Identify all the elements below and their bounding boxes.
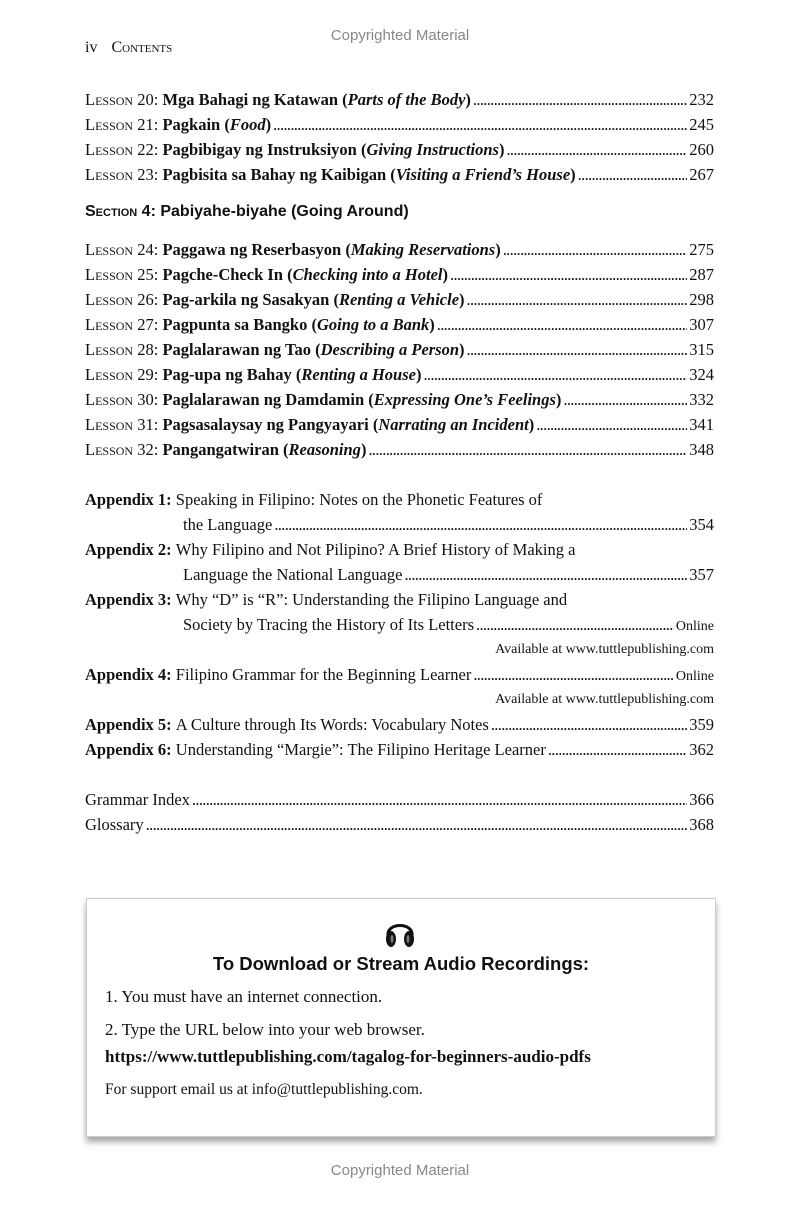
appendix-label: Appendix 1: [85, 490, 172, 509]
leader-dots [476, 612, 674, 637]
watermark-top: Copyrighted Material [330, 27, 470, 44]
entry-title: Glossary [85, 815, 144, 834]
leader-dots [548, 737, 687, 762]
lesson-number: 23 : [137, 162, 158, 187]
lesson-title: Pangangatwiran [162, 440, 279, 459]
lesson-list-b [85, 237, 714, 462]
leader-dots [146, 812, 688, 837]
lesson-title: Pagkain [162, 115, 221, 134]
leader-dots [491, 712, 687, 737]
appendix-title: Filipino Grammar for the Beginning Learner [175, 665, 472, 684]
toc-entry[interactable] [85, 812, 714, 837]
lesson-english-title: ( Describing a Person ) [315, 337, 464, 362]
lesson-english-title: ( Reasoning ) [283, 437, 366, 462]
toc-entry[interactable] [85, 262, 714, 287]
audio-heading: To Download or Stream Audio Recordings: [212, 953, 590, 974]
lesson-number: 26 : [137, 287, 158, 312]
leader-dots [467, 337, 688, 362]
leader-dots [467, 287, 688, 312]
toc-entry[interactable] [85, 337, 714, 362]
lesson-label: Lesson [85, 90, 134, 109]
lesson-english-title: ( Giving Instructions ) [361, 137, 505, 162]
audio-url-link[interactable]: https://www.tuttlepublishing.com/tagalog-for-beginners-audio-pdfs [105, 1047, 591, 1066]
toc-entry-continued[interactable] [85, 512, 714, 537]
leader-dots [423, 362, 687, 387]
toc-entry[interactable] [85, 387, 714, 412]
lesson-english-title: ( Renting a House ) [296, 362, 422, 387]
appendix-label: Appendix 3: [85, 590, 172, 609]
leader-dots [273, 112, 687, 137]
section-heading [85, 199, 714, 224]
section-title: Pabiyahe-biyahe (Going Around) [160, 203, 409, 220]
lesson-label: Lesson [85, 240, 134, 259]
lesson-title: Pagpunta sa Bangko [162, 315, 308, 334]
leader-dots [437, 312, 687, 337]
appendix-title-cont: the Language [183, 515, 273, 534]
lesson-title: Paggawa ng Reserbasyon [162, 240, 342, 259]
availability-note: Available at www.tuttlepublishing.com [495, 642, 714, 657]
toc-entry[interactable] [85, 437, 714, 462]
page-number: 275 [689, 240, 714, 259]
lesson-number: 21 : [137, 112, 158, 137]
lesson-english-title: ( Going to a Bank ) [311, 312, 434, 337]
leader-dots [368, 437, 687, 462]
toc-entry[interactable] [85, 312, 714, 337]
page-number: 357 [689, 565, 714, 584]
lesson-title: Pagsasalaysay ng Pangyayari [162, 415, 369, 434]
page-number: 362 [689, 740, 714, 759]
appendix-label: Appendix 4: [85, 665, 172, 684]
lesson-number: 32 : [137, 437, 158, 462]
toc-entry[interactable] [85, 412, 714, 437]
lesson-label: Lesson [85, 440, 134, 459]
leader-dots [536, 412, 687, 437]
page-number: Online [675, 619, 714, 634]
lesson-number: 20 : [137, 87, 158, 112]
lesson-title: Paglalarawan ng Damdamin [162, 390, 365, 409]
leader-dots [473, 662, 674, 687]
headphones-icon [384, 916, 416, 950]
page-number: 332 [689, 390, 714, 409]
page-number: 232 [689, 90, 714, 109]
lesson-english-title: ( Expressing One’s Feelings ) [368, 387, 561, 412]
page-number: 315 [689, 340, 714, 359]
support-email: For support email us at info@tuttlepublishing.com. [105, 1081, 423, 1098]
appendix-title-cont: Language the National Language [183, 565, 403, 584]
lesson-number: 30 : [137, 387, 158, 412]
page-number: 348 [689, 440, 714, 459]
leader-dots [450, 262, 687, 287]
toc-entry[interactable] [85, 237, 714, 262]
section-label: Section 4: [85, 203, 156, 220]
page-number: 366 [689, 790, 714, 809]
appendix-title: Speaking in Filipino: Notes on the Phonetic Features of [175, 490, 543, 509]
table-of-contents [85, 87, 714, 837]
lesson-title: Pag-arkila ng Sasakyan [162, 290, 330, 309]
audio-download-box [86, 898, 716, 1137]
page-number: 307 [689, 315, 714, 334]
lesson-label: Lesson [85, 390, 134, 409]
toc-entry[interactable] [85, 487, 714, 512]
toc-entry[interactable] [85, 287, 714, 312]
toc-entry[interactable] [85, 112, 714, 137]
lesson-title: Pag-upa ng Bahay [162, 365, 292, 384]
lesson-label: Lesson [85, 265, 134, 284]
lesson-english-title: ( Narrating an Incident ) [373, 412, 534, 437]
lesson-english-title: ( Checking into a Hotel ) [287, 262, 448, 287]
lesson-title: Paglalarawan ng Tao [162, 340, 311, 359]
lesson-title: Mga Bahagi ng Katawan [162, 90, 338, 109]
lesson-english-title: ( Parts of the Body ) [342, 87, 471, 112]
lesson-label: Lesson [85, 290, 134, 309]
lesson-number: 27 : [137, 312, 158, 337]
page-number: 287 [689, 265, 714, 284]
toc-entry[interactable] [85, 587, 714, 612]
lesson-number: 24 : [137, 237, 158, 262]
lesson-english-title: ( Renting a Vehicle ) [333, 287, 464, 312]
appendix-title: Why Filipino and Not Pilipino? A Brief History of Making a [175, 540, 576, 559]
leader-dots [506, 137, 687, 162]
toc-entry[interactable] [85, 137, 714, 162]
lesson-number: 31 : [137, 412, 158, 437]
leader-dots [563, 387, 687, 412]
leader-dots [473, 87, 687, 112]
lesson-list-a [85, 87, 714, 187]
toc-entry[interactable] [85, 362, 714, 387]
lesson-english-title: ( Visiting a Friend’s House ) [390, 162, 575, 187]
toc-entry-continued[interactable] [85, 562, 714, 587]
page-number: 260 [689, 140, 714, 159]
page-number: 354 [689, 515, 714, 534]
leader-dots [404, 562, 687, 587]
lesson-label: Lesson [85, 165, 134, 184]
toc-entry[interactable] [85, 787, 714, 812]
toc-entry[interactable] [85, 162, 714, 187]
toc-entry-continued[interactable] [85, 612, 714, 637]
page-number: iv [85, 39, 98, 56]
lesson-label: Lesson [85, 340, 134, 359]
toc-entry[interactable] [85, 537, 714, 562]
running-header [85, 39, 172, 57]
leader-dots [192, 787, 687, 812]
lesson-label: Lesson [85, 365, 134, 384]
page-number: 245 [689, 115, 714, 134]
leader-dots [578, 162, 688, 187]
appendix-list [85, 487, 714, 762]
entry-title: Grammar Index [85, 790, 190, 809]
page-number: 298 [689, 290, 714, 309]
back-matter-list [85, 787, 714, 837]
lesson-english-title: ( Food ) [224, 112, 271, 137]
page-number: 359 [689, 715, 714, 734]
lesson-label: Lesson [85, 315, 134, 334]
lesson-number: 29 : [137, 362, 158, 387]
lesson-label: Lesson [85, 415, 134, 434]
page-number: 324 [689, 365, 714, 384]
lesson-title: Pagbisita sa Bahay ng Kaibigan [162, 165, 387, 184]
page-number: 341 [689, 415, 714, 434]
toc-entry[interactable] [85, 662, 714, 687]
page-number: Online [675, 669, 714, 684]
appendix-title-cont: Society by Tracing the History of Its Letters [183, 615, 475, 634]
leader-dots [503, 237, 688, 262]
page-number: 368 [689, 815, 714, 834]
page-number: 267 [689, 165, 714, 184]
lesson-label: Lesson [85, 140, 134, 159]
toc-entry[interactable] [85, 737, 714, 762]
step-1: 1. You must have an internet connection. [105, 987, 383, 1006]
step-2: 2. Type the URL below into your web browser. [105, 1020, 425, 1039]
appendix-title: Why “D” is “R”: Understanding the Filipino Language and [175, 590, 568, 609]
appendix-label: Appendix 5: [85, 715, 172, 734]
toc-entry[interactable] [85, 712, 714, 737]
watermark-bottom: Copyrighted Material [330, 1162, 470, 1179]
lesson-english-title: ( Making Reservations ) [345, 237, 500, 262]
leader-dots [274, 512, 687, 537]
lesson-number: 28 : [137, 337, 158, 362]
lesson-title: Pagbibigay ng Instruksiyon [162, 140, 357, 159]
appendix-label: Appendix 2: [85, 540, 172, 559]
header-title: Contents [111, 39, 173, 56]
availability-note: Available at www.tuttlepublishing.com [495, 692, 714, 707]
lesson-title: Pagche-Check In [162, 265, 283, 284]
lesson-label: Lesson [85, 115, 134, 134]
lesson-number: 22 : [137, 137, 158, 162]
appendix-label: Appendix 6: [85, 740, 172, 759]
toc-entry[interactable] [85, 87, 714, 112]
appendix-title: A Culture through Its Words: Vocabulary Notes [175, 715, 489, 734]
appendix-title: Understanding “Margie”: The Filipino Heritage Learner [175, 740, 546, 759]
lesson-number: 25 : [137, 262, 158, 287]
